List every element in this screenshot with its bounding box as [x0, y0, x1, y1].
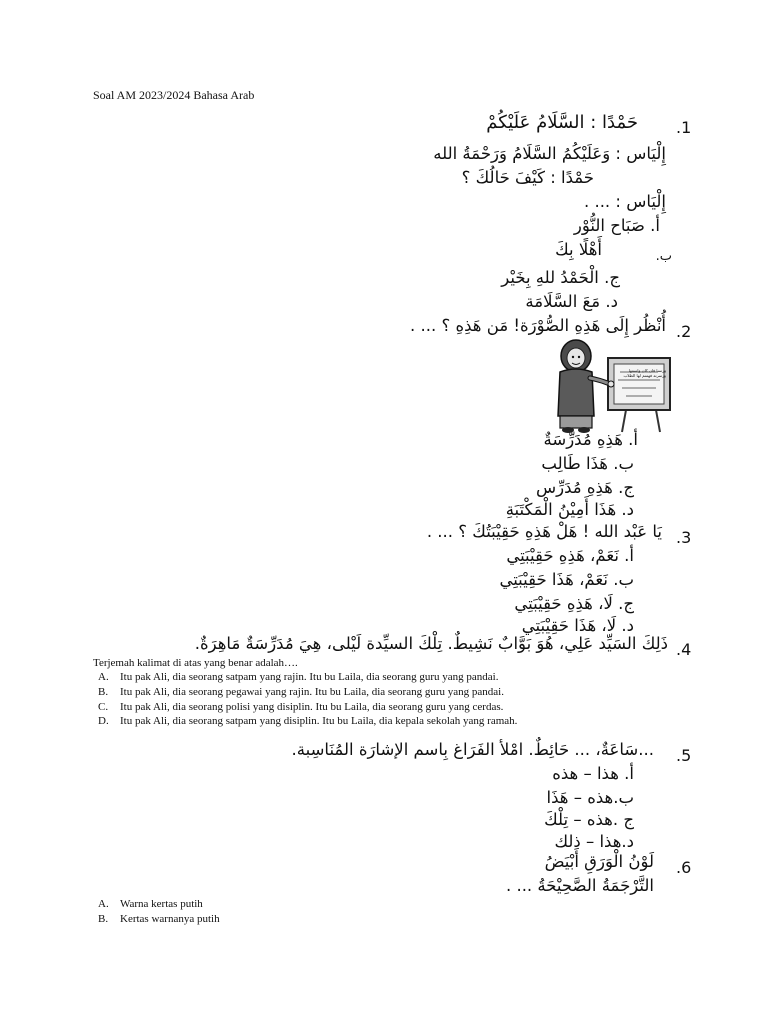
q3-question: يَا عَبْد الله ! هَلْ هَذِهِ حَقِيْبَتُكَ ؟ ... .	[426, 522, 662, 541]
q1-line2: إِلْيَاس : وَعَلَيْكُمُ السَّلَامُ وَرَحْمَةُ الله	[433, 144, 666, 163]
q1-line4: إِلْيَاس : ... .	[583, 192, 666, 211]
q1-option-d: د. مَعَ السَّلَامَة	[525, 292, 618, 311]
q2-question: أُنْظُر إِلَى هَذِهِ الصُّوْرَة! مَن هَذِهِ ؟ ... .	[410, 316, 666, 335]
option-letter: C.	[98, 701, 109, 713]
option-text: Itu pak Ali, dia seorang pegawai yang rajin. Itu bu Laila, dia seorang guru yang pandai.	[120, 686, 504, 698]
q2-option-d: د. هَذَا أَمِيْنُ الْمَكْتَبَةِ	[505, 500, 634, 519]
option-text: Kertas warnanya putih	[120, 913, 220, 925]
page-header: Soal AM 2023/2024 Bahasa Arab	[93, 88, 255, 102]
q2-number: .2	[676, 322, 692, 341]
q5-option-b: ب.هذه – هَذَا	[546, 788, 634, 807]
teacher-picture	[548, 338, 672, 434]
q4-sentence: ذَلِكَ السَيِّد عَلِي، هُوَ بَوَّابٌ نَشِيطٌ. تِلْكَ السيِّدة لَيْلى، هِيَ مُدَرِّسَةٌ مَاهِرَةٌ.	[194, 634, 668, 653]
q4-option	[98, 701, 503, 713]
q4-option	[98, 671, 498, 683]
option-text: Itu pak Ali, dia seorang polisi yang disiplin. Itu bu Laila, dia seorang guru yang cerdas.	[120, 701, 504, 713]
q1-line1: حَمْدًا : السَّلَامُ عَلَيْكُمْ	[486, 112, 638, 133]
option-text: Itu pak Ali, dia seorang satpam yang rajin. Itu bu Laila, dia seorang guru yang pandai.	[120, 671, 499, 683]
q1-option-c: ج. الْحَمْدُ للهِ بِخَيْر	[501, 268, 620, 287]
q6-option	[98, 913, 220, 925]
q2-option-a: أ. هَذِهِ مُدَرِّسَةٌ	[543, 430, 638, 449]
q6-number: .6	[676, 858, 692, 877]
q4-option	[98, 686, 504, 698]
q1-number: .1	[676, 118, 692, 137]
q2-option-b: ب. هَذَا طَالِب	[541, 454, 634, 473]
q3-option-b: ب. نَعَمْ، هَذَا حَقِيْبَتِي	[499, 570, 634, 589]
q1-line3: حَمْدًا : كَيْفَ حَالُكَ ؟	[461, 168, 594, 187]
q1-option-a: أ. صَبَاح النُّوْر	[573, 216, 660, 235]
q5-question: ...سَاعَةٌ، ... حَائِطٌ. امْلأ الفَرَاغ بِاسم الإشارَة المُنَاسِبة.	[291, 740, 654, 759]
q6-line1: لَوْنُ الْوَرَقِ أَبْيَضُ	[544, 852, 654, 871]
q5-option-c: ج .هذه – تِلْكَ	[544, 810, 634, 829]
teacher-illustration	[548, 338, 672, 434]
q3-number: .3	[676, 528, 692, 547]
q2-option-c: ج. هَذِهِ مُدَرِّس	[535, 478, 634, 497]
option-text: Itu pak Ali, dia seorang satpam yang disiplin. Itu bu Laila, dia kepala sekolah yang ramah.	[120, 715, 518, 727]
option-text: Warna kertas putih	[120, 898, 203, 910]
q3-option-d: د. لَا، هَذَا حَقِيْبَتِي	[521, 616, 634, 635]
q5-option-a: أ. هذا – هذه	[552, 764, 634, 783]
q5-number: .5	[676, 746, 692, 765]
option-letter: A.	[98, 898, 109, 910]
q3-option-a: أ. نَعَمْ، هَذِهِ حَقِيْبَتِي	[506, 546, 634, 565]
q1-option-b-label: ب.	[655, 249, 672, 264]
q4-instruction: Terjemah kalimat di atas yang benar adalah….	[93, 657, 298, 669]
q1-option-b: أَهْلًا بِكَ	[555, 240, 602, 259]
q4-option	[98, 715, 517, 727]
option-letter: A.	[98, 671, 109, 683]
board-text: ورسنا فان كان واسمها ورسرته فهمتم لها الطلاب	[623, 368, 666, 379]
q6-line2: التَّرْجَمَةُ الصَّحِيْحَةُ ... .	[505, 876, 654, 895]
q5-option-d: د.هذا – ذلك	[554, 832, 634, 851]
option-letter: B.	[98, 686, 109, 698]
q6-option	[98, 898, 203, 910]
q3-option-c: ج. لَا، هَذِهِ حَقِيْبَتِي	[514, 594, 634, 613]
option-letter: B.	[98, 913, 109, 925]
q4-number: .4	[676, 640, 692, 659]
option-letter: D.	[98, 715, 109, 727]
